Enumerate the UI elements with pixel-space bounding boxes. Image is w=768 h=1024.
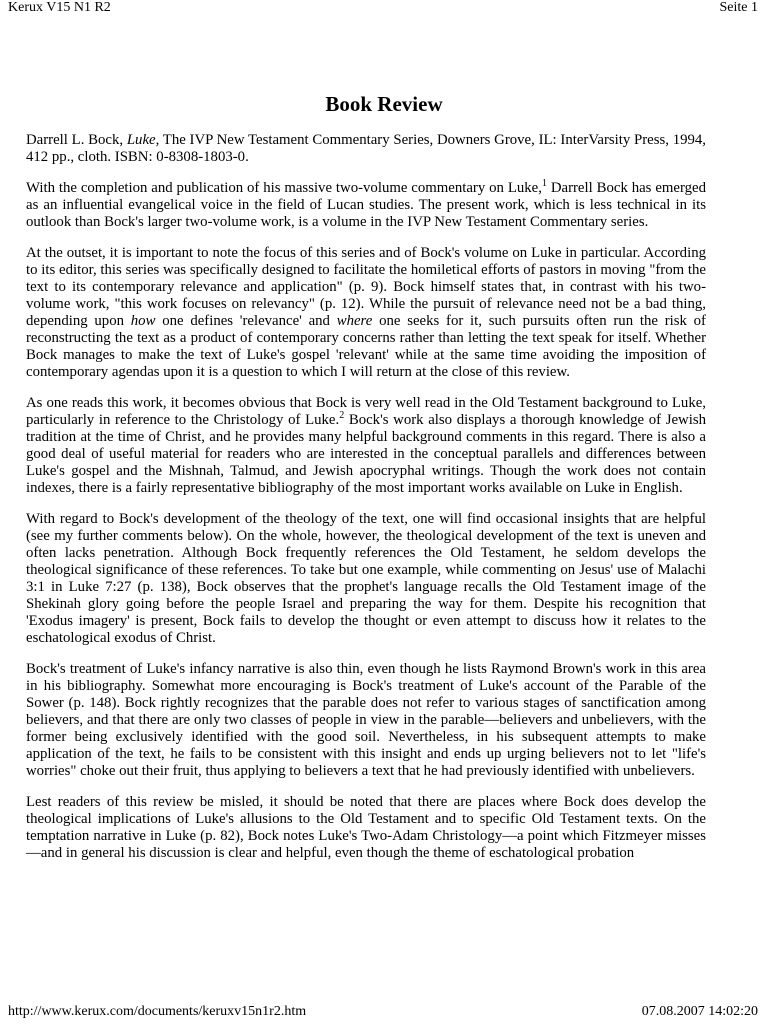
paragraph-6: Lest readers of this review be misled, it should be noted that there are places where Bock does develop the theological implications of Luke's allusions to the Old Testament and to specific Old Testament texts. On the temptation narrative in Luke (p. 82), Bock notes Luke's Two-Adam Christology—a point which Fitzmeyer misses—and in general his discussion is clear and helpful, even though the theme of eschatological probation	[26, 794, 706, 861]
paragraph-2-text-c: one seeks for it, such pursuits often run the risk of reconstructing the text as a product of contemporary concerns rather than letting the text speak for itself. Whether Bock manages to make the text of Luke's gospel 'relevant' while at the same time avoiding the imposition of contemporary agendas upon it is a question to which I will return at the close of this review.	[26, 313, 706, 380]
citation-details: , The IVP New Testament Commentary Series, Downers Grove, IL: InterVarsity Press, 1994, 412 pp., cloth. ISBN: 0-8308-1803-0.	[26, 132, 706, 165]
paragraph-4: With regard to Bock's development of the theology of the text, one will find occasional insights that are helpful (see my further comments below). On the whole, however, the theological development of the text is uneven and often lacks penetration. Although Bock frequently references the Old Testament, he seldom develops the theological significance of these references. To take but one example, while commenting on Jesus' use of Malachi 3:1 in Luke 7:27 (p. 138), Bock observes that the prophet's language recalls the Old Testament image of the Shekinah glory going before the people Israel and preparing the way for them. Despite his recognition that 'Exodus imagery' is present, Bock fails to develop the thought or even attempt to discuss how it relates to the eschatological exodus of Christ.	[26, 511, 706, 646]
footnote-ref-2: 2	[339, 410, 345, 421]
citation-book-title: Luke	[126, 132, 156, 148]
article-body	[26, 132, 706, 876]
page-title: Book Review	[325, 92, 443, 116]
citation-paragraph	[26, 132, 706, 166]
header-document-id: Kerux V15 N1 R2	[8, 0, 111, 15]
paragraph-2-text-a: At the outset, it is important to note the focus of this series and of Bock's volume on Luke in particular. According to its editor, this series was specifically designed to facilitate the homiletical efforts of pastors in moving "from the text to its contemporary relevance and application" (p. 9). Bock himself states that, in contrast with his two-volume work, "this work focuses on relevancy" (p. 12). While the pursuit of relevance need not be a bad thing, depending upon	[26, 245, 706, 329]
paragraph-1-text-a: With the completion and publication of his massive two-volume commentary on Luke,	[26, 180, 542, 196]
citation-author: Darrell L. Bock,	[26, 132, 127, 148]
paragraph-2-text-b: one defines 'relevance' and	[155, 313, 337, 329]
paragraph-3-text-b: Bock's work also displays a thorough knowledge of Jewish tradition at the time of Christ, and he provides many helpful background comments in this regard. There is also a good deal of useful material for readers who are interested in the conceptual parallels and differences between Luke's gospel and the Mishnah, Talmud, and Jewish apocryphal writings. Though the work does not contain indexes, there is a fairly representative bibliography of the most important works available on Luke in English.	[26, 412, 706, 496]
header-page-number: Seite 1	[719, 0, 758, 15]
paragraph-5: Bock's treatment of Luke's infancy narrative is also thin, even though he lists Raymond Brown's work in this area in his bibliography. Somewhat more encouraging is Bock's treatment of Luke's account of the Parable of the Sower (p. 148). Bock rightly recognizes that the parable does not refer to various stages of sanctification among believers, and that there are only two classes of people in view in the parable—believers and unbelievers, with the former being exclusively identified with the good soil. Nevertheless, in his subsequent attempts to make application of the text, he fails to be consistent with this insight and ends up urging believers not to let "life's worries" choke out their fruit, thus applying to believers a text that he had previously identified with unbelievers.	[26, 661, 706, 779]
footer-timestamp: 07.08.2007 14:02:20	[641, 1004, 758, 1019]
paragraph-2-emphasis-how: how	[130, 313, 156, 329]
paragraph-3-text-a: As one reads this work, it becomes obvious that Bock is very well read in the Old Testament background to Luke, particularly in reference to the Christology of Luke.	[26, 395, 706, 428]
paragraph-3	[26, 395, 706, 497]
paragraph-2-emphasis-where: where	[336, 313, 373, 329]
paragraph-1	[26, 180, 706, 231]
footnote-ref-1: 1	[541, 178, 547, 189]
footer-url: http://www.kerux.com/documents/keruxv15n1r2.htm	[8, 1004, 307, 1019]
paragraph-2	[26, 245, 706, 381]
paragraph-1-text-b: Darrell Bock has emerged as an influential evangelical voice in the field of Lucan studies. The present work, which is less technical in its outlook than Bock's larger two-volume work, is a volume in the IVP New Testament Commentary series.	[26, 180, 706, 230]
